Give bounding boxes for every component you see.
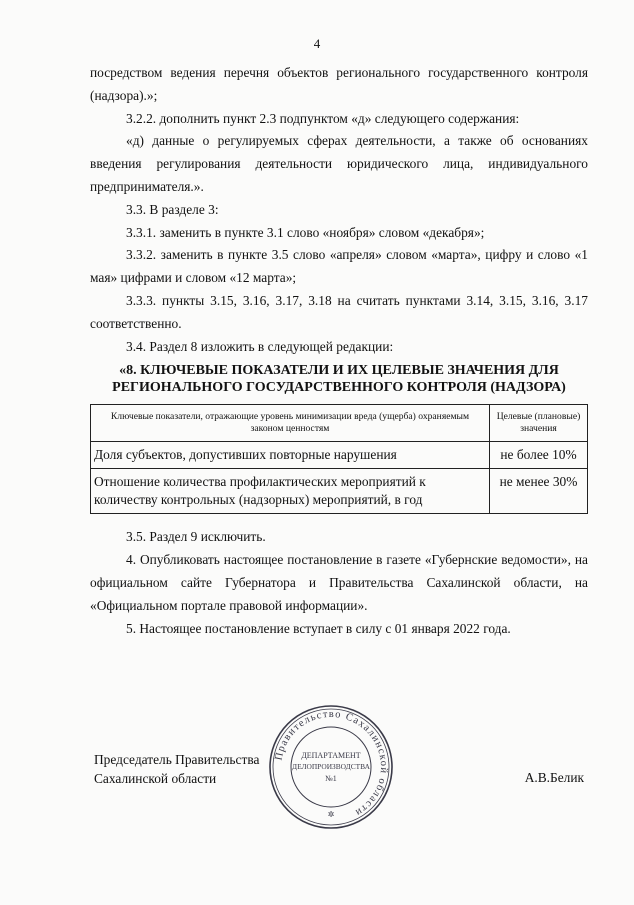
seal-inner-line-2: ДЕЛОПРОИЗВОДСТВА (292, 762, 370, 771)
table-cell-target: не менее 30% (490, 469, 588, 514)
paragraph-5: 3.3.2. заменить в пункте 3.5 слово «апреля» словом «марта», цифру и слово «1 мая» цифрами и словом «12 марта»; (90, 247, 588, 286)
official-seal (268, 704, 394, 830)
paragraph-3: 3.3. В разделе 3: (126, 201, 219, 217)
table-header-indicators: Ключевые показатели, отражающие уровень минимизации вреда (ущерба) охраняемым законом ценностям (91, 405, 490, 442)
paragraph-6: 3.3.3. пункты 3.15, 3.16, 3.17, 3.18 на считать пунктами 3.14, 3.15, 3.16, 3.17 соответственно. (90, 292, 588, 331)
paragraph-0: посредством ведения перечня объектов регионального государственного контроля (надзора).»; (90, 65, 588, 103)
table-header-targets: Целевые (плановые) значения (490, 405, 588, 442)
kpi-table (90, 404, 588, 514)
table-cell-target: не более 10% (490, 442, 588, 469)
seal-inner-line-3: №1 (325, 774, 337, 783)
signatory-title-line-1: Председатель Правительства (94, 752, 260, 767)
closing-paragraph-2: 5. Настоящее постановление вступает в силу с 01 января 2022 года. (126, 620, 511, 636)
closing-paragraph-0: 3.5. Раздел 9 исключить. (126, 529, 266, 545)
paragraph-4: 3.3.1. заменить в пункте 3.1 слово «ноября» словом «декабря»; (126, 224, 485, 240)
seal-inner-line-1: ДЕПАРТАМЕНТ (301, 751, 361, 760)
paragraph-1: 3.2.2. дополнить пункт 2.3 подпунктом «д» следующего содержания: (126, 110, 520, 126)
seal-star-icon: ✲ (327, 810, 335, 819)
paragraph-7: 3.4. Раздел 8 изложить в следующей редакции: (126, 338, 394, 354)
paragraph-2: «д) данные о регулируемых сферах деятельности, а также об основаниях введения регулирования деятельности юридического лица, индивидуального предпринимателя.». (90, 133, 588, 194)
table-row (91, 469, 588, 514)
table-header-row (91, 405, 588, 442)
table-row (91, 442, 588, 469)
table-cell-indicator: Отношение количества профилактических мероприятий к количеству контрольных (надзорных) мероприятий, в год (91, 469, 490, 514)
document-body (90, 62, 588, 640)
section-heading: «8. КЛЮЧЕВЫЕ ПОКАЗАТЕЛИ И ИХ ЦЕЛЕВЫЕ ЗНАЧЕНИЯ ДЛЯ РЕГИОНАЛЬНОГО ГОСУДАРСТВЕННОГО КОНТРОЛЯ (НАДЗОРА) (112, 363, 566, 396)
closing-paragraph-1: 4. Опубликовать настоящее постановление в газете «Губернские ведомости», на официальном сайте Губернатора и Правительства Сахалинской области, на «Официальном портале правовой информации». (90, 552, 588, 613)
signatory-title-line-2: Сахалинской области (94, 771, 217, 786)
page-number: 4 (313, 36, 321, 51)
table-cell-indicator: Доля субъектов, допустивших повторные нарушения (91, 442, 490, 469)
signatory-name: А.В.Белик (524, 770, 584, 785)
seal-outer-text: Правительство Сахалинской области (273, 708, 390, 819)
